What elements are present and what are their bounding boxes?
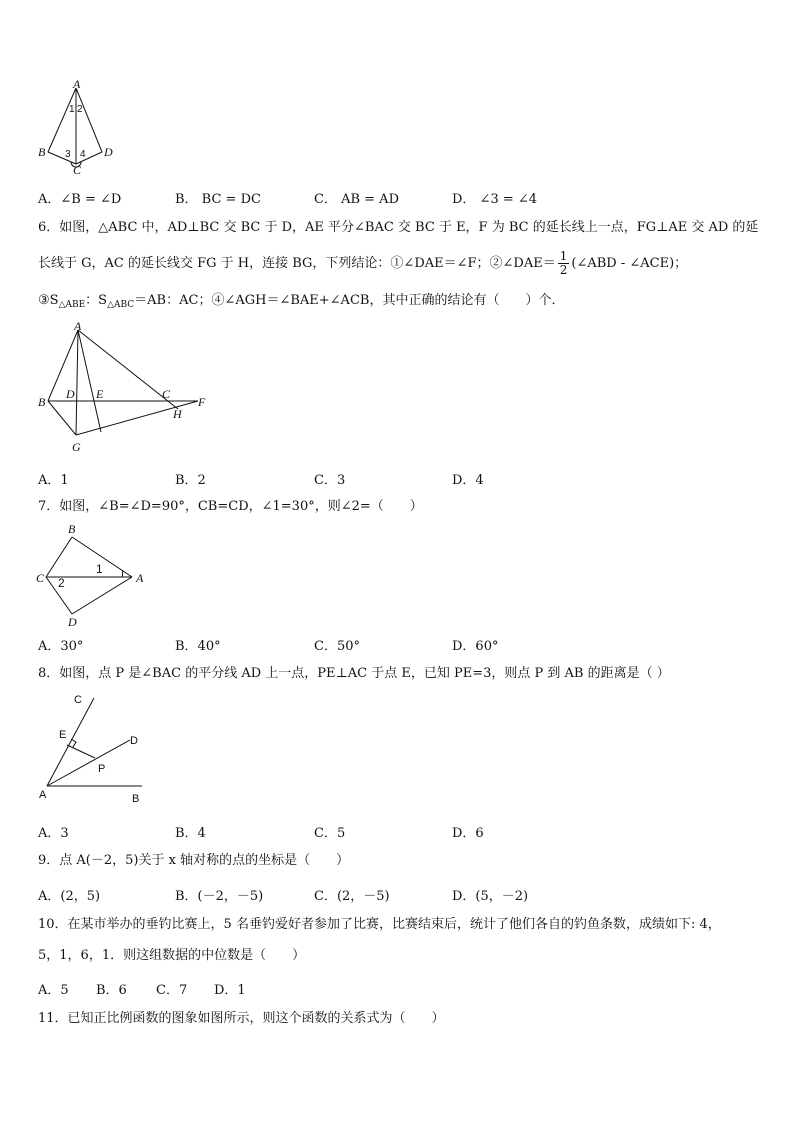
q11-stem: 11．已知正比例函数的图象如图所示，则这个函数的关系式为（ ） (38, 1011, 445, 1026)
q6-line3-c: ＝AB：AC；④∠AGH＝∠BAE+∠ACB，其中正确的结论有（ ）个． (134, 293, 565, 308)
q6-figure (36, 320, 216, 456)
q7-option-c[interactable]: C．50° (314, 639, 360, 654)
q10-option-c[interactable]: C．7 (156, 983, 188, 998)
q5-angle-2: 2 (77, 104, 83, 115)
q6-label-g: G (72, 440, 81, 454)
q6-label-e: E (96, 387, 104, 401)
q6-frac-num: 1 (559, 249, 568, 263)
q10-option-d[interactable]: D．1 (214, 983, 246, 998)
q7-label-c: C (36, 571, 45, 585)
q6-stem-line1: 6．如图，△ABC 中，AD⊥BC 交 BC 于 D，AE 平分∠BAC 交 BC 于 E，F 为 BC 的延长线上一点，FG⊥AE 交 AD 的延 (38, 220, 759, 235)
q8-label-p: P (98, 763, 106, 775)
q6-stem-line3 (38, 292, 564, 314)
q8-label-c: C (74, 694, 82, 706)
q7-label-b: B (68, 522, 76, 536)
q7-option-a[interactable]: A．30° (38, 639, 84, 654)
q7-option-d[interactable]: D．60° (452, 639, 499, 654)
q5-option-c[interactable]: C． AB = AD (314, 192, 399, 207)
q5-angle-4: 4 (80, 149, 86, 160)
q6-fraction (558, 250, 570, 277)
q5-label-d: D (104, 145, 113, 159)
q10-stem-line2: 5，1，6，1．则这组数据的中位数是（ ） (38, 948, 306, 963)
q9-option-d[interactable]: D．(5，－2) (452, 889, 529, 904)
q7-angle-1: 1 (96, 562, 103, 576)
q6-option-c[interactable]: C．3 (314, 473, 346, 488)
q7-label-d: D (68, 615, 77, 628)
q8-label-b: B (132, 793, 140, 805)
q8-option-c[interactable]: C．5 (314, 826, 346, 841)
q8-stem: 8．如图，点 P 是∠BAC 的平分线 AD 上一点，PE⊥AC 于点 E，已知 PE=3，则点 P 到 AB 的距离是（ ） (38, 666, 670, 681)
q6-label-h: H (173, 407, 182, 421)
q9-stem: 9．点 A(－2，5)关于 x 轴对称的点的坐标是（ ） (38, 853, 350, 868)
q6-line3-sub2: △ABC (107, 300, 135, 310)
q8-option-a[interactable]: A．3 (38, 826, 69, 841)
q10-stem-line1: 10．在某市举办的垂钓比赛上，5 名垂钓爱好者参加了比赛，比赛结束后，统计了他们各自的钓鱼条数，成绩如下: 4， (38, 917, 721, 932)
q7-option-b[interactable]: B．40° (175, 639, 221, 654)
q6-frac-den: 2 (559, 263, 568, 277)
q7-stem: 7．如图，∠B=∠D=90°，CB=CD，∠1=30°，则∠2=（ ） (38, 499, 423, 514)
q6-label-a: A (74, 320, 82, 333)
q6-label-b: B (38, 395, 46, 409)
q8-option-b[interactable]: B．4 (175, 826, 206, 841)
q6-option-a[interactable]: A．1 (38, 473, 69, 488)
q6-option-b[interactable]: B．2 (175, 473, 206, 488)
q8-label-e: E (59, 729, 67, 741)
q9-option-b[interactable]: B．(－2，－5) (175, 889, 264, 904)
q5-angle-3: 3 (65, 149, 71, 160)
q5-label-b: B (38, 145, 46, 159)
q6-line3-b: ：S (85, 293, 108, 308)
q10-option-b[interactable]: B．6 (96, 983, 127, 998)
q5-label-a: A (73, 80, 81, 91)
q8-label-d: D (130, 735, 138, 747)
q6-line3-sub1: △ABE (58, 300, 86, 310)
q8-option-d[interactable]: D．6 (452, 826, 484, 841)
q6-stem-line2 (38, 250, 687, 277)
q8-label-a: A (39, 789, 47, 801)
q5-option-a[interactable]: A．∠B = ∠D (38, 192, 122, 207)
q6-label-c: C (162, 387, 171, 401)
q10-option-a[interactable]: A．5 (38, 983, 69, 998)
q8-figure (34, 690, 164, 808)
q9-option-c[interactable]: C．(2，－5) (314, 889, 390, 904)
q9-option-a[interactable]: A．(2，5) (38, 889, 101, 904)
q6-line3-a: ③S (38, 293, 59, 308)
q5-option-b[interactable]: B． BC = DC (175, 192, 261, 207)
q5-figure (36, 80, 116, 176)
q6-option-d[interactable]: D．4 (452, 473, 484, 488)
q7-figure (34, 520, 154, 628)
q5-option-d[interactable]: D． ∠3 = ∠4 (452, 192, 538, 207)
q5-angle-1: 1 (69, 104, 75, 115)
q5-label-c: C (73, 163, 82, 176)
q6-stem-line2-b: (∠ABD - ∠ACE)； (571, 256, 688, 271)
q6-stem-line2-a: 长线于 G，AC 的延长线交 FG 于 H，连接 BG，下列结论：①∠DAE＝∠F；②∠DAE＝ (38, 256, 556, 271)
q6-label-f: F (198, 395, 206, 409)
q6-label-d: D (66, 387, 75, 401)
q7-angle-2: 2 (58, 576, 65, 590)
q7-label-a: A (136, 571, 144, 585)
